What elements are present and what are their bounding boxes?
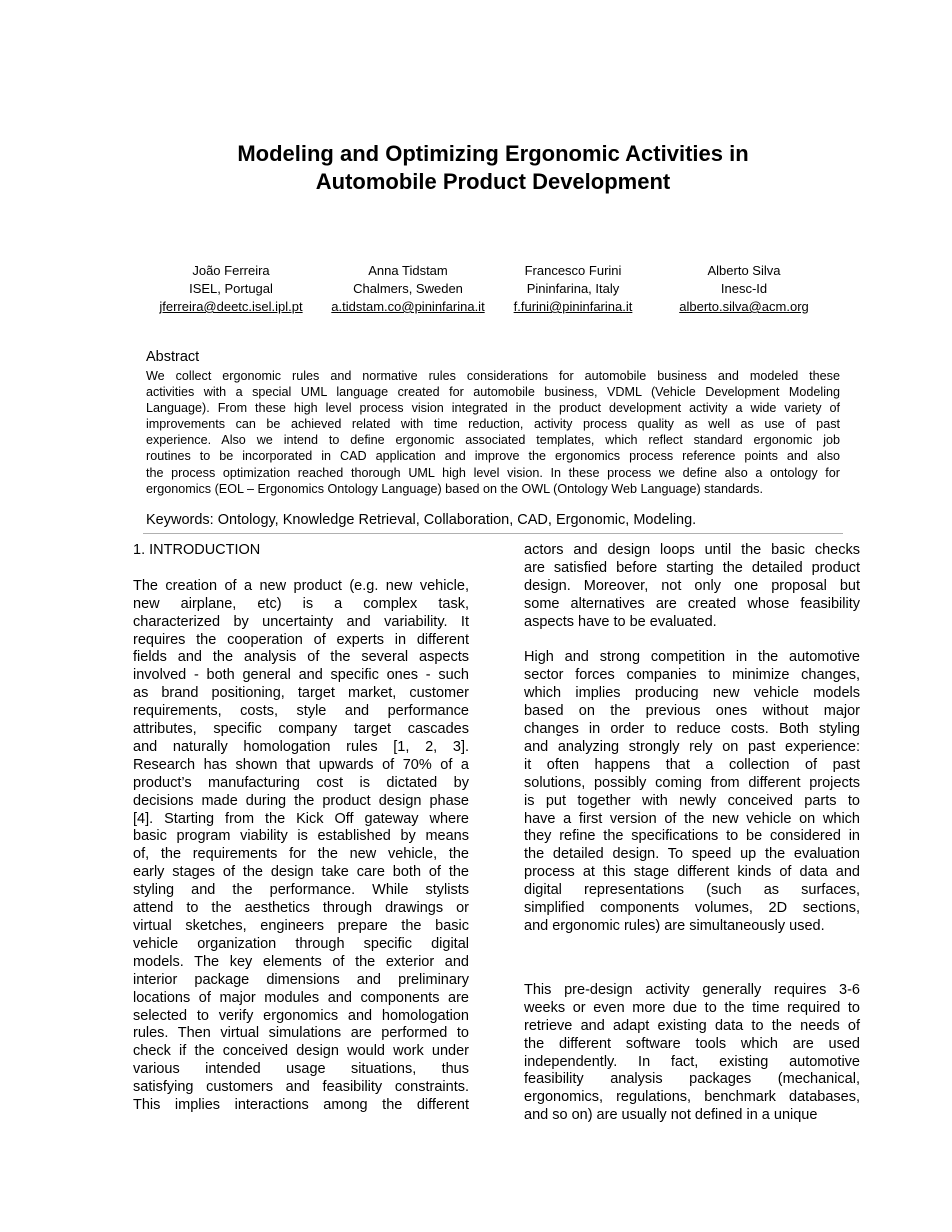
author-email-link[interactable]: f.furini@pininfarina.it	[513, 299, 633, 314]
text-line: requirements, costs, style and performance	[133, 703, 469, 720]
title-line: Automobile Product Development	[315, 169, 671, 194]
section-heading: 1. INTRODUCTION	[133, 542, 261, 558]
author-email-link[interactable]: jferreira@deetc.isel.ipl.pt	[159, 299, 303, 314]
text-line: new airplane, etc) is a complex task,	[133, 595, 469, 612]
text-line: Language). From these high level process vision integrated in the product development activity a wide variety of	[146, 401, 840, 416]
text-line: The creation of a new product (e.g. new vehicle,	[133, 577, 469, 594]
text-line: solutions, possibly coming from different projects	[524, 774, 860, 791]
text-line: styling and the performance. While stylists	[133, 882, 469, 899]
text-line: satisfying customers and feasibility constraints.	[133, 1079, 469, 1096]
author-block	[473, 262, 673, 316]
text-line: is put together with newly conceived parts to	[524, 792, 860, 809]
text-line: interior package dimensions and preliminary	[133, 971, 469, 988]
text-line: characterized by uncertainty and variability. It	[133, 613, 469, 630]
author-affiliation: Chalmers, Sweden	[353, 281, 463, 296]
text-line: experience. Also we intend to define ergonomic associated templates, which reflect standard ergonomic job	[146, 433, 840, 448]
text-line: it often happens that a collection of past	[524, 756, 860, 773]
text-line: product’s manufacturing cost is dictated by	[133, 774, 469, 791]
text-line: basic program viability is established by means	[133, 828, 469, 845]
text-line: they refine the specifications to be considered in	[524, 828, 860, 845]
abstract-body	[146, 368, 840, 497]
author-affiliation: Pininfarina, Italy	[526, 281, 620, 296]
author-name: João Ferreira	[192, 263, 270, 278]
text-line: and naturally homologation rules [1, 2, 3].	[133, 738, 469, 755]
text-line: fields and the analysis of the several aspects	[133, 649, 469, 666]
text-line: digital representations (such as surfaces,	[524, 882, 860, 899]
text-line: and so on) are usually not defined in a unique	[524, 1107, 818, 1124]
text-line: This pre-design activity generally requires 3-6	[524, 981, 860, 998]
author-email-link[interactable]: alberto.silva@acm.org	[679, 299, 809, 314]
text-line: simplified components volumes, 2D sections,	[524, 900, 860, 917]
text-line: High and strong competition in the automotive	[524, 649, 860, 666]
paragraph	[133, 578, 469, 1115]
text-line: the detailed design. To speed up the evaluation	[524, 846, 860, 863]
text-line: actors and design loops until the basic checks	[524, 542, 860, 558]
text-line: involved - both general and specific ones - such	[133, 667, 469, 684]
author-email-link[interactable]: a.tidstam.co@pininfarina.it	[331, 299, 485, 314]
text-line: ergonomics (EOL – Ergonomics Ontology Language) based on the OWL (Ontology Web Language) standards.	[146, 481, 763, 496]
author-block	[644, 262, 844, 316]
text-line: retrieve and adapt existing data to the needs of	[524, 1017, 860, 1034]
text-line: some alternatives are created whose feasibility	[524, 595, 860, 612]
text-line: are satisfied before starting the detailed product	[524, 559, 860, 576]
text-line: rules. Then virtual simulations are performed to	[133, 1025, 469, 1042]
paper-title	[0, 140, 952, 196]
paragraph	[524, 649, 860, 936]
text-line: changes in order to reduce costs. Both styling	[524, 721, 860, 738]
author-name: Alberto Silva	[707, 263, 781, 278]
text-line: attend to the aesthetics through drawings or	[133, 900, 469, 917]
author-affiliation: Inesc-Id	[720, 281, 768, 296]
text-line: Research has shown that upwards of 70% of a	[133, 756, 469, 773]
text-line: ergonomics, regulations, benchmark databases,	[524, 1089, 860, 1106]
right-column	[524, 542, 860, 1125]
text-line: We collect ergonomic rules and normative rules considerations for automobile business and modeled these	[146, 369, 840, 383]
paragraph	[524, 982, 860, 1125]
text-line: which implies producing new vehicle models	[524, 685, 860, 702]
author-name: Anna Tidstam	[368, 263, 448, 278]
text-line: check if the conceived design would work under	[133, 1043, 469, 1060]
text-line: decisions made during the product design phase	[133, 792, 469, 809]
text-line: design. Moreover, not only one proposal but	[524, 577, 860, 594]
paragraph	[146, 368, 840, 497]
text-line: feasibility analysis packages (mechanical,	[524, 1071, 860, 1088]
text-line: have a first version of the new vehicle on which	[524, 810, 860, 827]
text-line: various intended usage situations, thus	[133, 1061, 469, 1078]
text-line: based on the previous ones without major	[524, 703, 860, 720]
text-line: and ergonomic rules) are simultaneously used.	[524, 918, 825, 935]
text-line: routines to be incorporated in CAD application and improve the ergonomics process reference points and also	[146, 449, 840, 464]
text-line: aspects have to be evaluated.	[524, 613, 717, 630]
text-line: activities with a special UML language created for automobile business, VDML (Vehicle Development Modeling	[146, 385, 840, 400]
abstract-heading: Abstract	[146, 349, 200, 365]
text-line: virtual sketches, engineers prepare the basic	[133, 918, 469, 935]
text-line: vehicle organization through specific digital	[133, 935, 469, 952]
text-line: weeks or even more due to the time required to	[524, 999, 860, 1016]
text-line: requires the cooperation of experts in different	[133, 631, 469, 648]
paragraph	[524, 542, 860, 632]
text-line: sector forces companies to minimize changes,	[524, 667, 860, 684]
keywords: Keywords: Ontology, Knowledge Retrieval, Collaboration, CAD, Ergonomic, Modeling.	[146, 512, 697, 528]
text-line: improvements can be achieved related with time reduction, activity process quality as well as use of past	[146, 417, 840, 432]
title-line: Modeling and Optimizing Ergonomic Activities in	[237, 141, 749, 166]
author-name: Francesco Furini	[524, 263, 622, 278]
text-line: of, the requirements for the new vehicle, the	[133, 846, 469, 863]
text-line: early stages of the design take care both of the	[133, 864, 469, 881]
text-line: independently. In fact, existing automotive	[524, 1053, 860, 1070]
text-line: the different software tools which are used	[524, 1035, 860, 1052]
text-line: models. The key elements of the exterior and	[133, 953, 469, 970]
text-line: selected to verify ergonomics and homologation	[133, 1007, 469, 1024]
text-line: the process optimization reached thorough UML high level vision. In these process we define also a ontology for	[146, 465, 840, 480]
text-line: This implies interactions among the different	[133, 1097, 469, 1114]
divider	[143, 533, 843, 534]
text-line: process at this stage different kinds of data and	[524, 864, 860, 881]
text-line: attributes, specific company target cascades	[133, 721, 469, 738]
author-block	[131, 262, 331, 316]
author-affiliation: ISEL, Portugal	[189, 281, 273, 296]
text-line: as brand positioning, target market, customer	[133, 685, 469, 702]
text-line: locations of major modules and components are	[133, 989, 469, 1006]
text-line: and analyzing strongly rely on past experience:	[524, 738, 860, 755]
left-column	[133, 542, 469, 1115]
text-line: [4]. Starting from the Kick Off gateway where	[133, 810, 469, 827]
